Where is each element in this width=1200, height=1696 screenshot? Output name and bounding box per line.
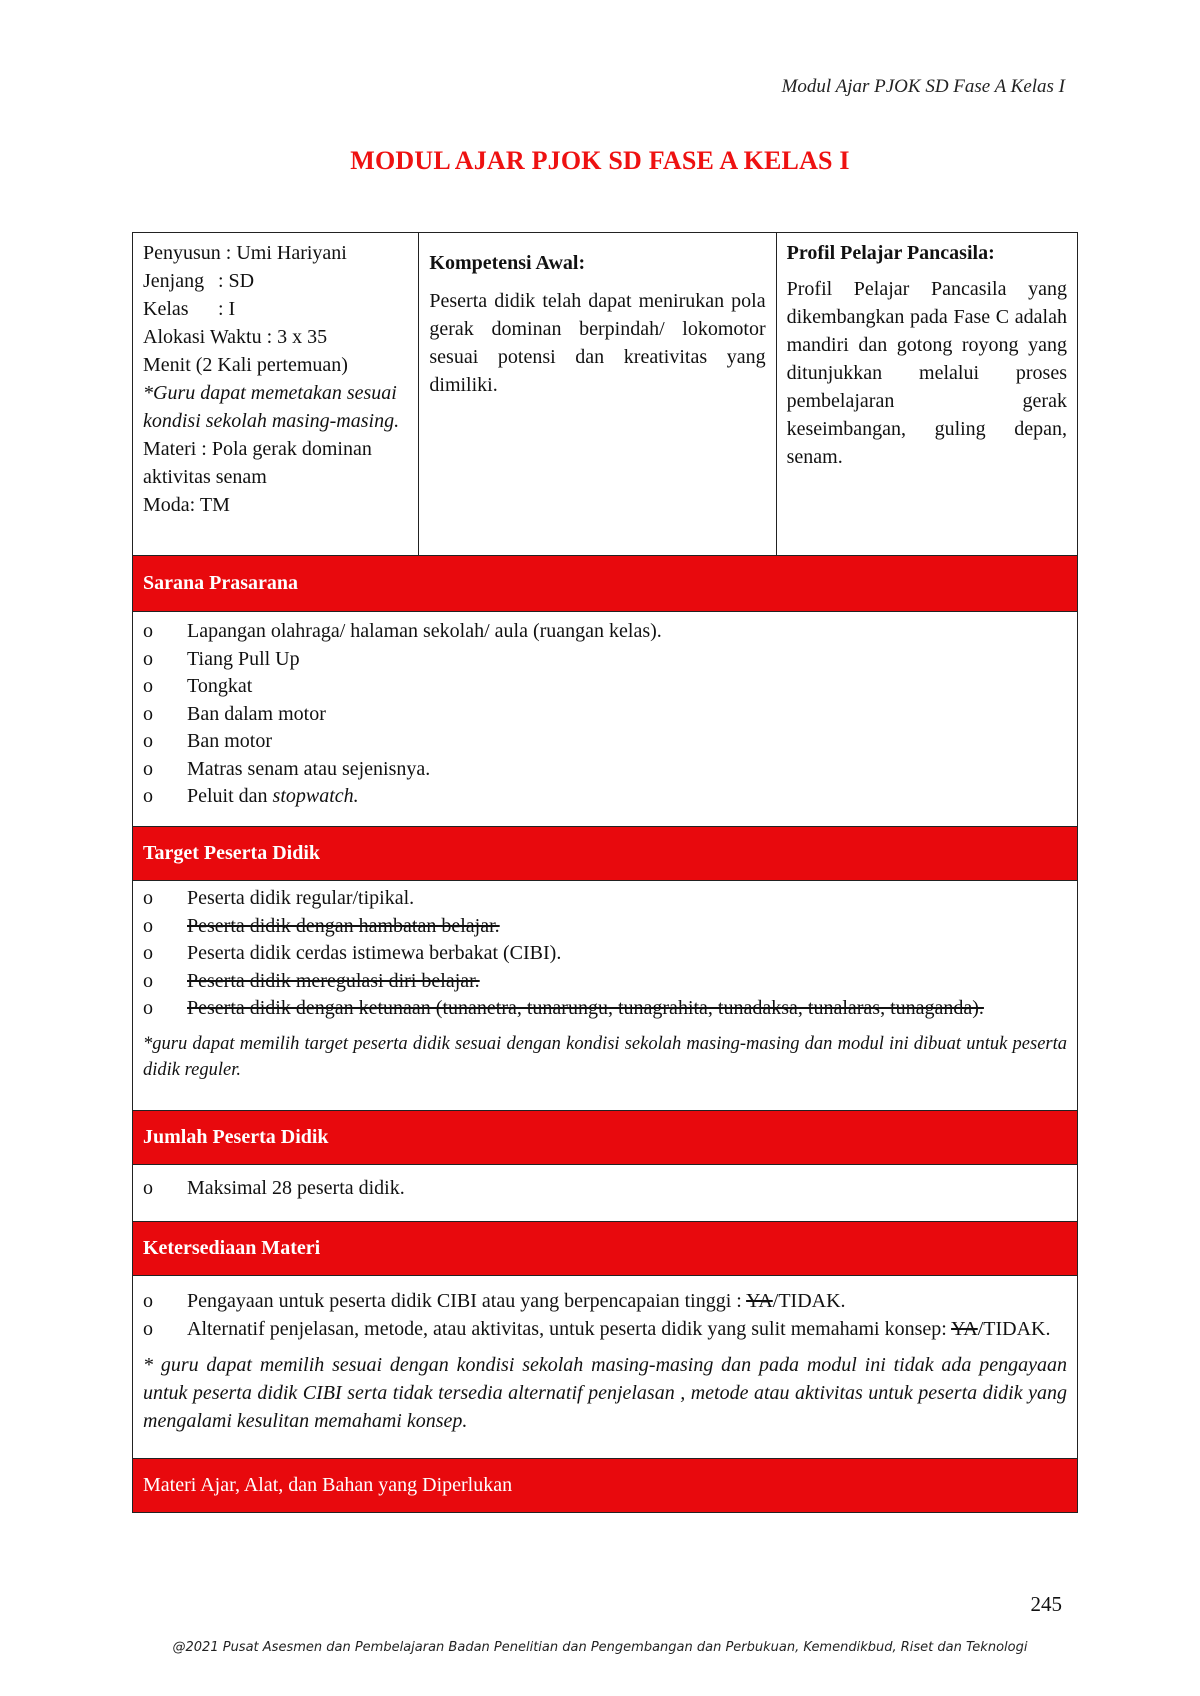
kelas: Kelas : I [143,298,236,320]
jumlah-section [133,1165,1077,1222]
bullet-icon: o [143,997,153,1019]
list-item: o Peserta didik cerdas istimewa berbakat (CIBI). [143,940,1067,968]
kompetensi-cell [418,233,775,555]
sarana-list [143,618,1067,811]
kompetensi-heading: Kompetensi Awal: [429,252,586,274]
list-item: o Tiang Pull Up [143,646,1067,674]
list-item: o Lapangan olahraga/ halaman sekolah/ aula (ruangan kelas). [143,618,1067,646]
bullet-icon: o [143,702,153,725]
target-note: *guru dapat memilih target peserta didik sesuai dengan kondisi sekolah masing-masing dan modul ini dibuat untuk peserta didik reguler. [143,1033,1067,1080]
menit: Menit (2 Kali pertemuan) [143,354,348,376]
jumlah-heading: Jumlah Peserta Didik [133,1111,1077,1165]
sarana-section [133,612,1077,827]
bullet-icon: o [143,730,153,752]
moda: Moda: TM [143,494,230,516]
bullet-icon: o [143,785,153,807]
list-item: o Pengayaan untuk peserta didik CIBI atau yang berpencapaian tinggi : YA/TIDAK. [143,1288,1067,1316]
bullet-icon: o [143,757,153,780]
ketersediaan-heading: Ketersediaan Materi [133,1222,1077,1276]
list-item: o Alternatif penjelasan, metode, atau aktivitas, untuk peserta didik yang sulit memahami konsep: YA/TIDAK. [143,1316,1067,1344]
penyusun: Penyusun : Umi Hariyani [143,242,347,264]
list-item: o Maksimal 28 peserta didik. [143,1175,1067,1203]
list-item: o Matras senam atau sejenisnya. [143,756,1067,784]
list-item: o Peserta didik regular/tipikal. [143,885,1067,913]
page-number: 245 [1030,1592,1062,1616]
bullet-icon: o [143,1317,153,1340]
list-item: o Peserta didik dengan hambatan belajar. [143,913,1067,941]
identity-row [133,233,1077,556]
profil-cell [776,233,1077,555]
target-heading: Target Peserta Didik [133,827,1077,881]
materi-ajar-heading: Materi Ajar, Alat, dan Bahan yang Diperlukan [133,1459,1077,1512]
bullet-icon: o [143,887,153,909]
ketersediaan-note: * guru dapat memilih sesuai dengan kondisi sekolah masing-masing dan pada modul ini tidak ada pengayaan untuk peserta didik CIBI serta tidak tersedia alternatif penjelasan , metode atau aktivitas untuk peserta didik yang mengalami kesulitan memahami konsep. [143,1354,1067,1432]
alokasi-waktu: Alokasi Waktu : 3 x 35 [143,326,328,348]
profil-heading: Profil Pelajar Pancasila: [786,242,995,264]
list-item: o Peserta didik meregulasi diri belajar. [143,968,1067,996]
list-item: o Tongkat [143,673,1067,701]
running-header: Modul Ajar PJOK SD Fase A Kelas I [781,76,1065,97]
kompetensi-body: Peserta didik telah dapat menirukan pola gerak dominan berpindah/ lokomotor sesuai potensi dan kreativitas yang dimiliki. [429,290,766,396]
target-list [143,885,1067,1023]
bullet-icon: o [143,647,153,670]
sarana-heading: Sarana Prasarana [133,556,1077,612]
identity-cell [133,233,418,555]
list-item: o Peserta didik dengan ketunaan (tunanetra, tunarungu, tunagrahita, tunadaksa, tunalaras, tunaganda). [143,995,1067,1023]
ketersediaan-section [133,1276,1077,1459]
list-item: o Peluit dan stopwatch. [143,783,1067,811]
list-item: o Ban motor [143,728,1067,756]
bullet-icon: o [143,1177,153,1199]
bullet-icon: o [143,620,153,642]
list-item: o Ban dalam motor [143,701,1067,729]
bullet-icon: o [143,969,153,992]
profil-body: Profil Pelajar Pancasila yang dikembangkan pada Fase C adalah mandiri dan gotong royong yang ditunjukkan melalui proses pembelajaran gerak keseimbangan, guling depan, senam. [786,278,1067,468]
bullet-icon: o [143,675,153,697]
module-table [132,232,1078,1513]
bullet-icon: o [143,914,153,937]
materi: Materi : Pola gerak dominan aktivitas senam [143,438,372,488]
identity-note: *Guru dapat memetakan sesuai kondisi sekolah masing-masing. [143,382,400,432]
target-section [133,881,1077,1111]
bullet-icon: o [143,1290,153,1312]
document-title: MODUL AJAR PJOK SD FASE A KELAS I [350,146,850,175]
footer-copyright: @2021 Pusat Asesmen dan Pembelajaran Badan Penelitian dan Pengembangan dan Perbukuan, Kemendikbud, Riset dan Teknologi [172,1640,1028,1655]
bullet-icon: o [143,942,153,964]
jenjang: Jenjang : SD [143,270,255,292]
